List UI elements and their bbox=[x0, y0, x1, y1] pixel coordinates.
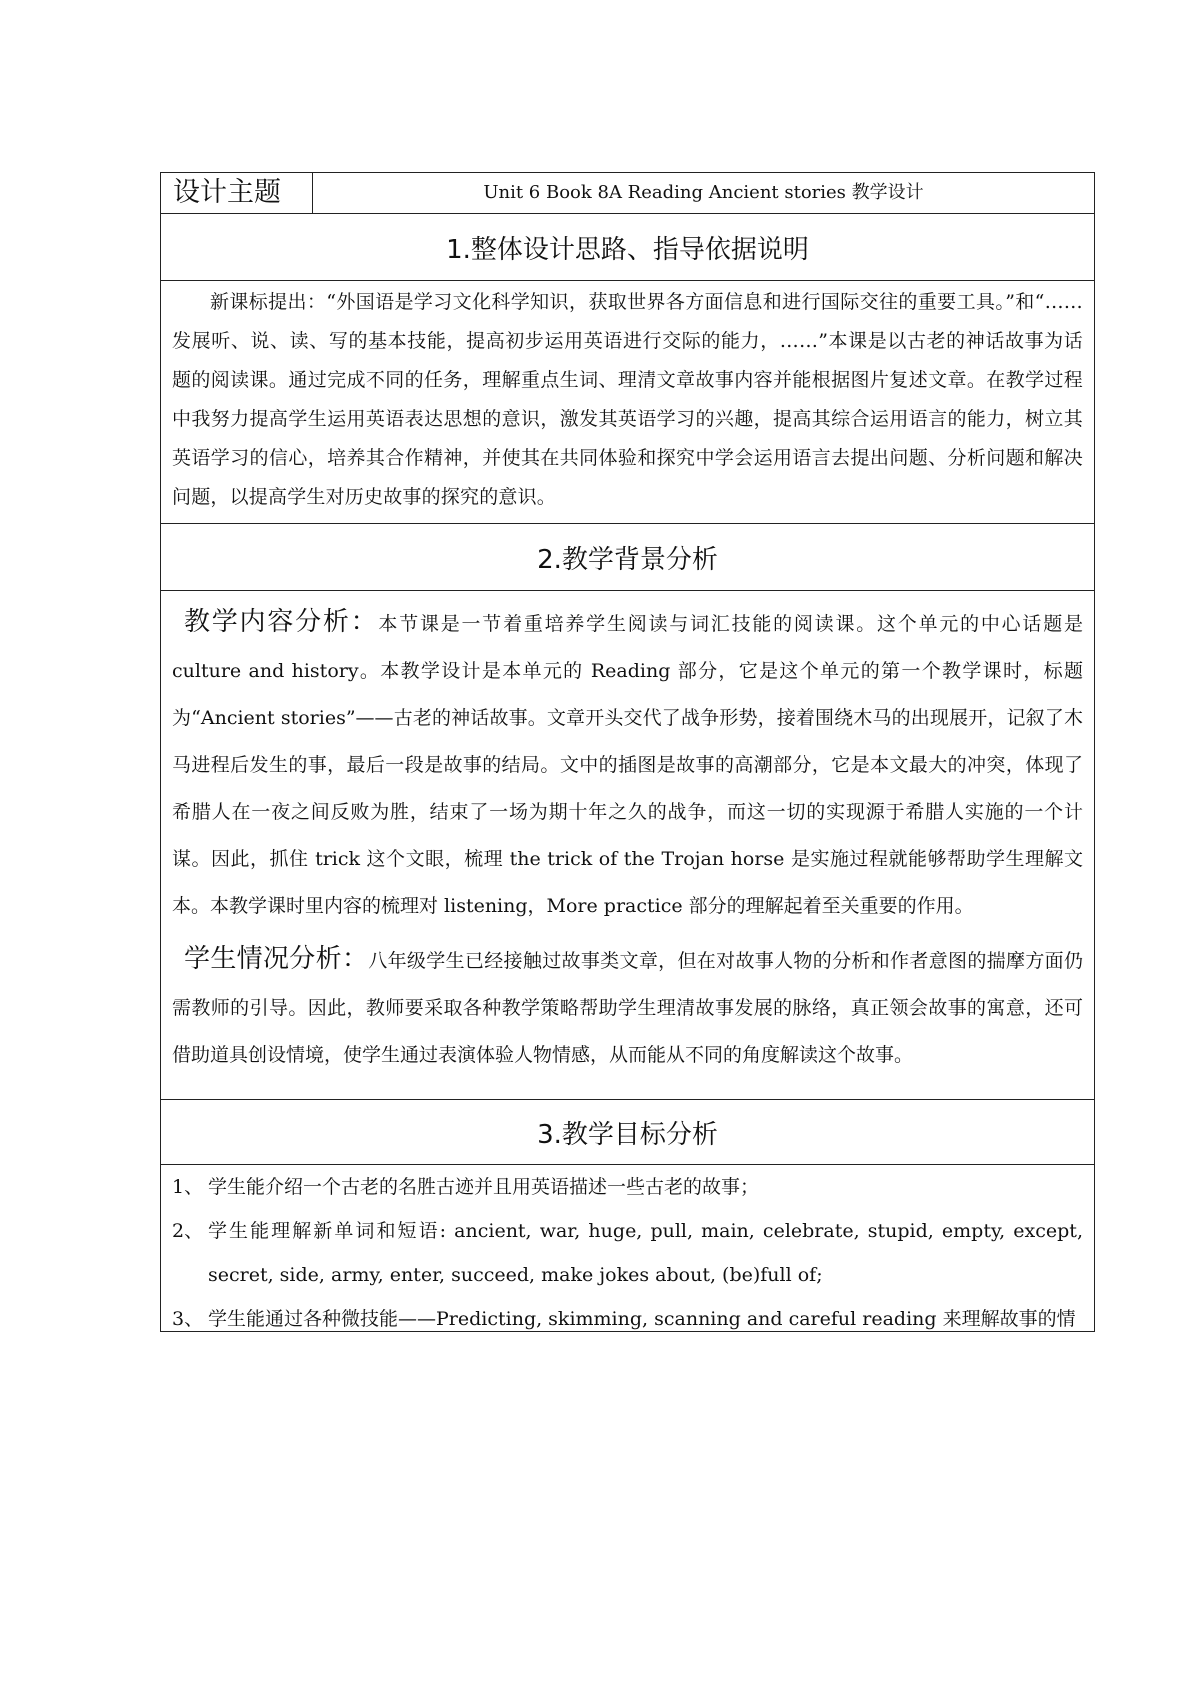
section2-body-cell bbox=[161, 591, 1095, 1100]
goal-text: 学生能介绍一个古老的名胜古迹并且用英语描述一些古老的故事； bbox=[208, 1176, 760, 1198]
section1-body-cell bbox=[161, 281, 1095, 524]
design-topic-label: 设计主题 bbox=[161, 173, 313, 214]
student-analysis-text: 八年级学生已经接触过故事类文章，但在对故事人物的分析和作者意图的揣摩方面仍需教师的引导。因此，教师要采取各种教学策略帮助学生理清故事发展的脉络，真正领会故事的寓意，还可借助道具创设情境，使学生通过表演体验人物情感，从而能从不同的角度解读这个故事。 bbox=[172, 950, 1083, 1066]
content-analysis-label: 教学内容分析： bbox=[184, 607, 379, 637]
lesson-design-table bbox=[160, 172, 1095, 1332]
section3-heading-row bbox=[161, 1100, 1095, 1165]
goal-text: 学生能通过各种微技能——Predicting, skimming, scanning and careful reading 来理解故事的情 bbox=[208, 1308, 1076, 1330]
section3-body-cell bbox=[161, 1165, 1095, 1332]
goal-number: 1、 bbox=[172, 1176, 204, 1198]
section1-heading-row bbox=[161, 214, 1095, 281]
section1-heading: 1.整体设计思路、指导依据说明 bbox=[161, 214, 1095, 281]
section3-body-row bbox=[161, 1165, 1095, 1332]
content-analysis-text: 本节课是一节着重培养学生阅读与词汇技能的阅读课。这个单元的中心话题是 culture and history。本教学设计是本单元的 Reading 部分，它是这个单元的第一个教学课时，标题为“Ancient stories”——古老的神话故事。文章开头交代了战争形势，接着围绕木马的出现展开，记叙了木马进程后发生的事，最后一段是故事的结局。文中的插图是故事的高潮部分，它是本文最大的冲突，体现了希腊人在一夜之间反败为胜，结束了一场为期十年之久的战争，而这一切的实现源于希腊人实施的一个计谋。因此，抓住 trick 这个文眼，梳理 the trick of the Trojan horse 是实施过程就能够帮助学生理解文本。本教学课时里内容的梳理对 listening，More practice 部分的理解起着至关重要的作用。 bbox=[172, 613, 1083, 917]
content-analysis-paragraph bbox=[172, 599, 1083, 930]
goal-item bbox=[172, 1209, 1083, 1297]
section2-heading-row bbox=[161, 524, 1095, 591]
goal-item bbox=[172, 1297, 1083, 1331]
goal-number: 2、 bbox=[172, 1220, 204, 1242]
header-row bbox=[161, 173, 1095, 214]
section1-body-row bbox=[161, 281, 1095, 524]
goals-list bbox=[172, 1165, 1083, 1331]
design-topic-title: Unit 6 Book 8A Reading Ancient stories 教学设计 bbox=[313, 173, 1095, 214]
section1-body: 新课标提出：“外国语是学习文化科学知识，获取世界各方面信息和进行国际交往的重要工具。”和“……发展听、说、读、写的基本技能，提高初步运用英语进行交际的能力，……”本课是以古老的神话故事为话题的阅读课。通过完成不同的任务，理解重点生词、理清文章故事内容并能根据图片复述文章。在教学过程中我努力提高学生运用英语表达思想的意识，激发其英语学习的兴趣，提高其综合运用语言的能力，树立其英语学习的信心，培养其合作精神，并使其在共同体验和探究中学会运用语言去提出问题、分析问题和解决问题，以提高学生对历史故事的探究的意识。 bbox=[172, 291, 1083, 508]
section3-heading: 3.教学目标分析 bbox=[161, 1100, 1095, 1165]
section2-body-row bbox=[161, 591, 1095, 1100]
student-analysis-label: 学生情况分析： bbox=[184, 944, 369, 974]
goal-text: 学生能理解新单词和短语: ancient, war, huge, pull, main, celebrate, stupid, empty, except, secret, side, army, enter, succeed, make jokes about, (be)full of; bbox=[208, 1220, 1083, 1286]
student-analysis-paragraph bbox=[172, 936, 1083, 1079]
goal-item bbox=[172, 1165, 1083, 1209]
goal-number: 3、 bbox=[172, 1308, 204, 1330]
section2-heading: 2.教学背景分析 bbox=[161, 524, 1095, 591]
